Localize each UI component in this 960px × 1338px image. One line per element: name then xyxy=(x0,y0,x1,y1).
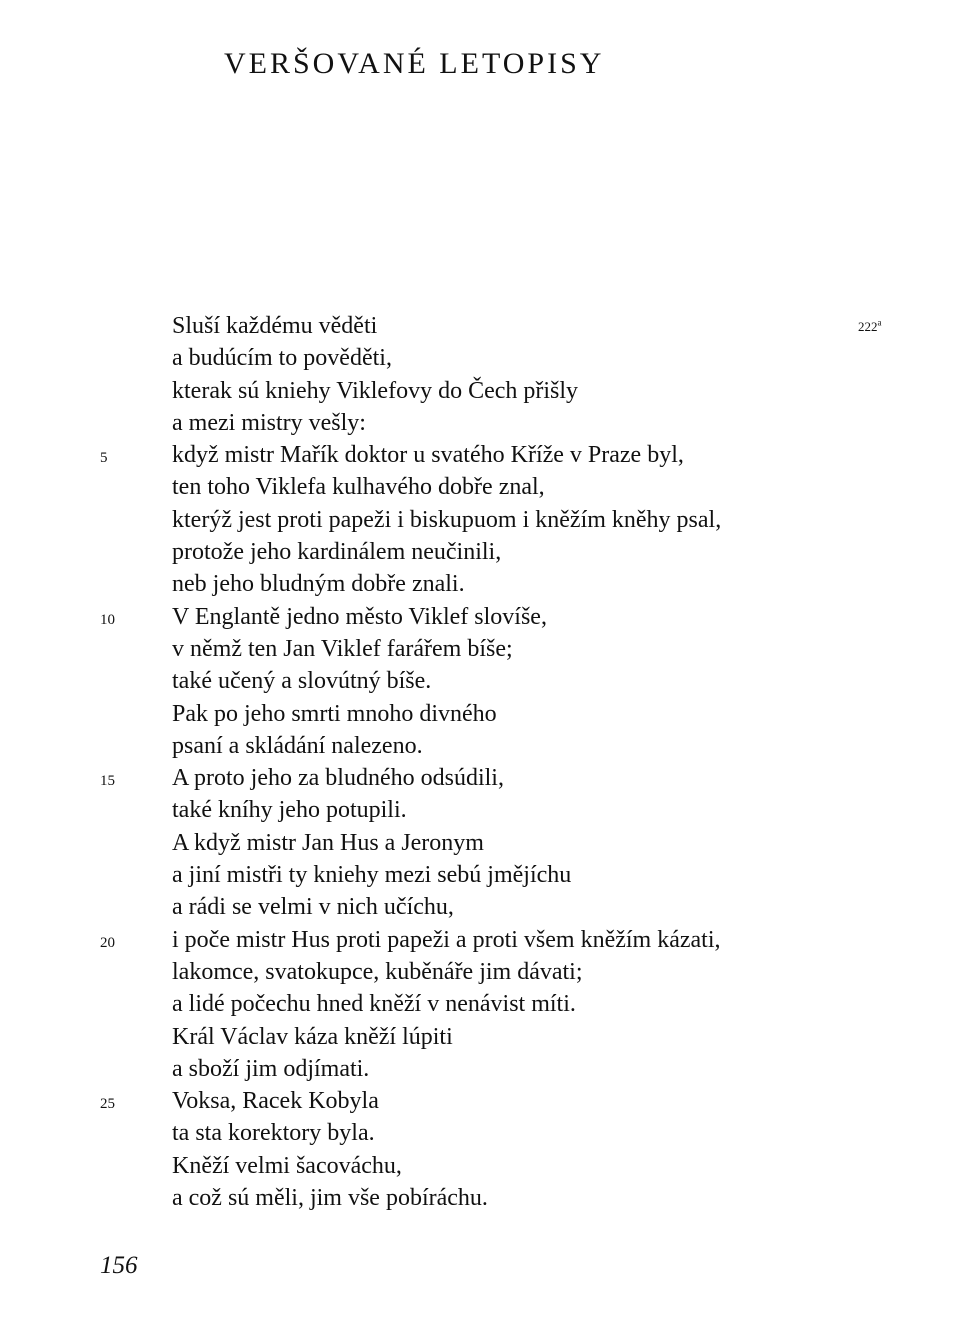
verse-line xyxy=(0,1150,960,1182)
margin-folio-side: a xyxy=(877,317,882,328)
verse-text: ta sta korektory byla. xyxy=(172,1120,375,1147)
verse-line xyxy=(0,859,960,891)
verse-line xyxy=(0,665,960,697)
verse-text: také učený a slovútný bíše. xyxy=(172,668,432,695)
verse-text: Kněží velmi šacováchu, xyxy=(172,1152,402,1179)
verse-text: Voksa, Racek Kobyla xyxy=(172,1088,379,1115)
line-number: 5 xyxy=(100,450,108,467)
line-number: 20 xyxy=(100,934,115,951)
verse-line xyxy=(0,471,960,503)
verse-text: i poče mistr Hus proti papeži a proti všem kněžím kázati, xyxy=(172,926,721,953)
line-number: 15 xyxy=(100,773,115,790)
poem-body xyxy=(0,310,960,1214)
verse-text: lakomce, svatokupce, kuběnáře jim dávati; xyxy=(172,958,583,985)
verse-line xyxy=(0,988,960,1020)
verse-line xyxy=(0,1182,960,1214)
verse-line xyxy=(0,1053,960,1085)
verse-text: a budúcím to pověděti, xyxy=(172,345,392,372)
verse-line xyxy=(0,698,960,730)
verse-line xyxy=(0,342,960,374)
verse-line xyxy=(0,633,960,665)
verse-line xyxy=(0,601,960,633)
verse-text: kterak sú kniehy Viklefovy do Čech přišly xyxy=(172,377,579,404)
verse-line xyxy=(0,1117,960,1149)
verse-text: kterýž jest proti papeži i biskupuom i kněžím kněhy psal, xyxy=(172,506,722,533)
verse-text: Sluší každému věděti xyxy=(172,313,378,339)
verse-line xyxy=(0,956,960,988)
running-head: VERŠOVANÉ LETOPISY xyxy=(224,47,605,80)
verse-text: a lidé počechu hned kněží v nenávist míti. xyxy=(172,991,576,1018)
verse-text: Pak po jeho smrti mnoho divného xyxy=(172,700,497,727)
verse-line xyxy=(0,794,960,826)
verse-text: protože jeho kardinálem neučinili, xyxy=(172,539,502,566)
verse-text: když mistr Mařík doktor u svatého Kříže v Praze byl, xyxy=(172,442,684,469)
verse-line xyxy=(0,407,960,439)
verse-line xyxy=(0,730,960,762)
verse-text: a což sú měli, jim vše pobíráchu. xyxy=(172,1185,488,1212)
page-number: 156 xyxy=(100,1252,138,1279)
verse-text: a rádi se velmi v nich učíchu, xyxy=(172,894,454,921)
verse-line xyxy=(0,375,960,407)
verse-line xyxy=(0,1085,960,1117)
line-number: 10 xyxy=(100,611,115,628)
verse-line xyxy=(0,439,960,471)
verse-line xyxy=(0,310,960,342)
verse-text: psaní a skládání nalezeno. xyxy=(172,732,423,759)
verse-line xyxy=(0,536,960,568)
verse-text: V Englantě jedno město Viklef slovíše, xyxy=(172,603,547,630)
verse-line xyxy=(0,924,960,956)
verse-line xyxy=(0,568,960,600)
verse-text: ten toho Viklefa kulhavého dobře znal, xyxy=(172,474,545,501)
verse-text: neb jeho bludným dobře znali. xyxy=(172,571,465,598)
verse-text: A proto jeho za bludného odsúdili, xyxy=(172,765,504,792)
verse-line xyxy=(0,1021,960,1053)
verse-text: a mezi mistry vešly: xyxy=(172,409,366,436)
verse-text: a sboží jim odjímati. xyxy=(172,1055,370,1082)
verse-text: také kníhy jeho potupili. xyxy=(172,797,407,824)
verse-text: A když mistr Jan Hus a Jeronym xyxy=(172,829,484,856)
verse-text: a jiní mistři ty kniehy mezi sebú jmějíchu xyxy=(172,862,572,889)
verse-line xyxy=(0,504,960,536)
verse-line xyxy=(0,827,960,859)
verse-text: Král Václav káza kněží lúpiti xyxy=(172,1023,453,1050)
margin-folio-number: 222 xyxy=(858,319,878,334)
verse-line xyxy=(0,891,960,923)
verse-line xyxy=(0,762,960,794)
verse-text: v němž ten Jan Viklef farářem bíše; xyxy=(172,635,513,662)
line-number: 25 xyxy=(100,1096,115,1113)
